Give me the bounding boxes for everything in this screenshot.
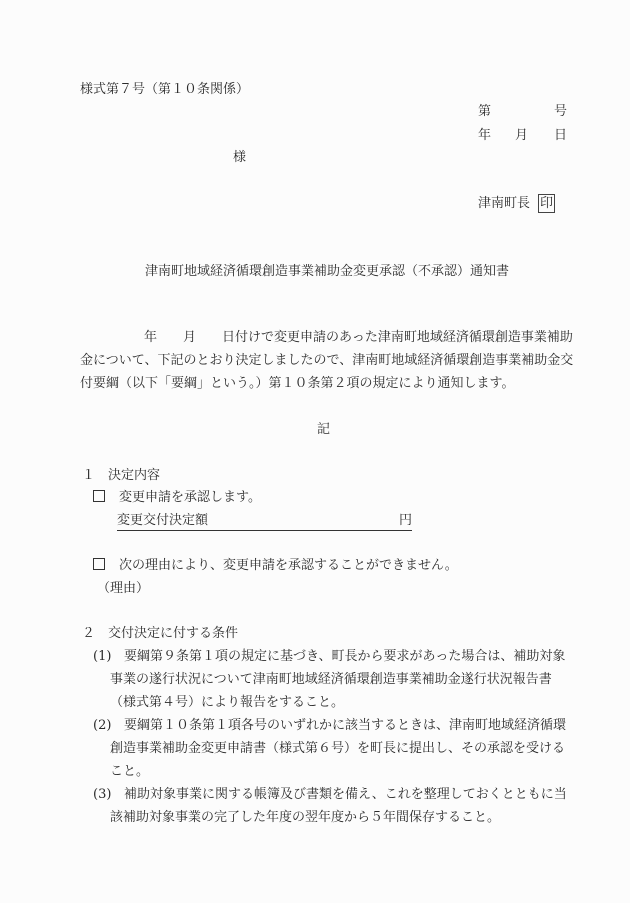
ki-heading: 記 xyxy=(317,422,331,437)
section2-heading: ２ 交付決定に付する条件 xyxy=(82,626,239,641)
section1-heading: １ 決定内容 xyxy=(82,468,161,483)
date-month: 月 xyxy=(515,128,529,143)
condition-1-line-2: 事業の遂行状況について津南町地域経済循環創造事業補助金遂行状況報告書 xyxy=(110,672,552,687)
reason-label: （理由） xyxy=(97,581,150,596)
condition-1-line-1: 要綱第９条第１項の規定に基づき、町長から要求があった場合は、補助対象 xyxy=(124,649,566,664)
condition-3-number: (3) xyxy=(93,787,112,802)
approve-option[interactable] xyxy=(93,489,261,507)
document-title: 津南町地域経済循環創造事業補助金変更承認（不承認）通知書 xyxy=(145,264,510,279)
document-number-line xyxy=(478,103,567,121)
amount-field[interactable] xyxy=(117,512,412,531)
seal-mark: 印 xyxy=(540,196,554,211)
date-day: 日 xyxy=(554,128,568,143)
issuer-name: 津南町長 xyxy=(478,196,531,211)
form-number-label: 様式第７号（第１０条関係） xyxy=(80,82,250,97)
intro-line-2: 金について、下記のとおり決定しましたので、津南町地域経済循環創造事業補助金交 xyxy=(80,353,574,368)
addressee-suffix: 様 xyxy=(233,150,247,165)
intro-line-3: 付要綱（以下「要綱」という。）第１０条第２項の規定により通知します。 xyxy=(80,376,515,391)
condition-2-line-2: 創造事業補助金変更申請書（様式第６号）を町長に提出し、その承認を受ける xyxy=(110,741,566,756)
intro-date-year: 年 xyxy=(144,330,158,345)
issue-date-line xyxy=(478,127,567,145)
intro-line-1: 日付けで変更申請のあった津南町地域経済循環創造事業補助 xyxy=(222,330,573,345)
condition-1-number: (1) xyxy=(93,649,112,664)
approve-label: 変更申請を承認します。 xyxy=(119,490,261,505)
reject-checkbox[interactable] xyxy=(93,558,105,570)
reject-label: 次の理由により、変更申請を承認することができません。 xyxy=(119,558,458,573)
amount-unit: 円 xyxy=(398,513,412,528)
date-year: 年 xyxy=(478,128,492,143)
condition-3-line-2: 該補助対象事業の完了した年度の翌年度から５年間保存すること。 xyxy=(110,810,501,825)
condition-1-line-3: （様式第４号）により報告をすること。 xyxy=(110,695,345,710)
number-prefix: 第 xyxy=(478,104,492,119)
condition-2-number: (2) xyxy=(93,718,112,733)
reject-option[interactable] xyxy=(93,557,458,575)
intro-date-month: 月 xyxy=(183,330,197,345)
issuer-line xyxy=(478,194,555,212)
condition-2-line-1: 要綱第１０条第１項各号のいずれかに該当するときは、津南町地域経済循環 xyxy=(124,718,567,733)
condition-2-line-3: こと。 xyxy=(110,764,150,779)
amount-label: 変更交付決定額 xyxy=(117,513,209,528)
number-suffix: 号 xyxy=(553,104,567,119)
approve-checkbox[interactable] xyxy=(93,490,105,502)
amount-field-row xyxy=(117,512,412,530)
condition-3-line-1: 補助対象事業に関する帳簿及び書類を備え、これを整理しておくとともに当 xyxy=(124,787,567,802)
